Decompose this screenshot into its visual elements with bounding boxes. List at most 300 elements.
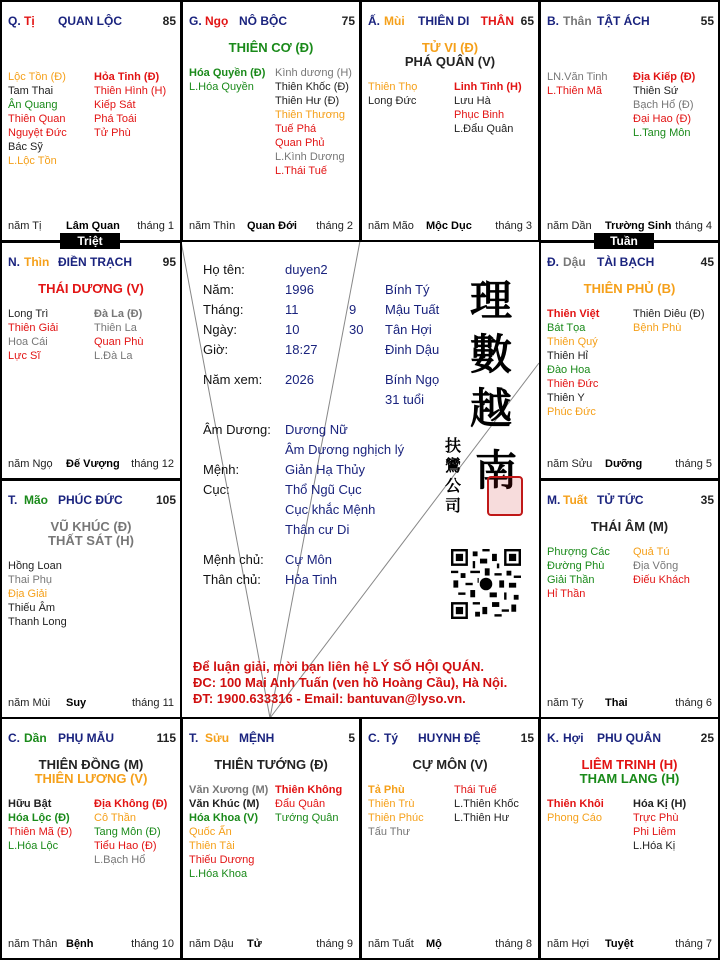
palace-header	[8, 255, 176, 269]
footer-year: năm Ngọ	[8, 458, 53, 470]
palace-name: THIÊN DI	[418, 14, 470, 28]
right-stars	[633, 797, 686, 853]
palace-header	[8, 14, 176, 28]
palace-stem: Q.	[8, 14, 21, 28]
destiny-info	[203, 420, 443, 590]
palace-name: PHỤ MẪU	[58, 731, 114, 745]
main-star: LIÊM TRINH (H)	[581, 757, 678, 772]
star-item: Tả Phù	[368, 784, 405, 796]
star-item: Hóa Quyền (Đ)	[189, 67, 266, 79]
hour-label: Giờ:	[203, 342, 229, 357]
footer-year: năm Dần	[547, 220, 592, 232]
star-item: L.Hóa Lộc	[8, 840, 59, 852]
footer-year: năm Thìn	[189, 220, 236, 232]
footer-stage: Thai	[605, 697, 628, 709]
star-item: Thai Phụ	[8, 574, 53, 586]
yinyang-label: Âm Dương:	[203, 422, 271, 437]
palace-branch: Dần	[24, 731, 47, 745]
palace-header	[8, 493, 176, 507]
star-item: Kiếp Sát	[94, 99, 136, 111]
yinyang-value: Dương Nữ	[285, 422, 348, 437]
star-item: Địa Giải	[8, 588, 48, 600]
star-item: Hữu Bật	[8, 798, 52, 810]
right-stars	[275, 783, 342, 825]
star-item: Thiên Thương	[275, 109, 346, 121]
right-stars	[633, 70, 695, 140]
star-item: Tướng Quân	[275, 812, 339, 824]
star-item: Thái Tuế	[454, 784, 497, 796]
year-value: 1996	[285, 282, 314, 297]
star-item: Thanh Long	[8, 616, 67, 628]
footer-month: tháng 4	[675, 220, 712, 232]
palace-suu	[181, 717, 361, 960]
star-item: L.Bạch Hổ	[94, 854, 146, 866]
star-item: Hóa Kị (H)	[633, 798, 687, 810]
star-item: Phục Binh	[454, 109, 505, 121]
day-lunar: 30	[349, 322, 364, 337]
footer-stage: Bệnh	[66, 938, 94, 950]
star-item: Bạch Hổ (Đ)	[633, 99, 694, 111]
main-star: TỬ VI (Đ)	[421, 40, 479, 55]
destiny-label: Mệnh:	[203, 462, 240, 477]
star-item: Phúc Đức	[547, 406, 596, 418]
palace-name: MỆNH	[239, 731, 275, 745]
palace-hoi	[539, 717, 720, 960]
palace-footer	[547, 938, 712, 952]
star-item: Quan Phù	[94, 336, 144, 348]
calli-char-4: 南	[475, 446, 518, 495]
star-item: Địa Kiếp (Đ)	[633, 71, 696, 83]
star-item: L.Thiên Mã	[547, 85, 603, 97]
main-star: THẤT SÁT (H)	[48, 533, 134, 548]
star-item: Thiên Mã (Đ)	[8, 826, 73, 838]
palace-age-number: 55	[700, 14, 714, 28]
footer-month: tháng 8	[495, 938, 532, 950]
palace-mao	[0, 479, 182, 719]
main-star: THAM LANG (H)	[579, 771, 680, 786]
main-star: THÁI ÂM (M)	[590, 519, 669, 534]
calligraphy-subtitle: 扶 鸞 公 司	[445, 436, 462, 515]
main-star: THÁI DƯƠNG (V)	[38, 281, 144, 296]
star-item: Thiên Thọ	[368, 81, 418, 93]
destiny-lord-label: Mệnh chủ:	[203, 552, 264, 567]
contact-line-2: ĐC: 100 Mai Anh Tuấn (ven hồ Hoàng Cầu), Hà Nội.	[193, 675, 508, 690]
star-item: Hỏa Tinh (Đ)	[94, 71, 160, 83]
star-item: Phượng Các	[547, 546, 610, 558]
palace-age-number: 45	[700, 255, 714, 269]
star-item: L.Thái Tuế	[275, 165, 327, 177]
star-item: Thiếu Dương	[189, 854, 255, 866]
palace-name: HUYNH ĐỆ	[418, 731, 481, 745]
calligraphy-title	[469, 274, 513, 436]
footer-month: tháng 3	[495, 220, 532, 232]
palace-age-number: 15	[520, 731, 534, 745]
footer-year: năm Thân	[8, 938, 58, 950]
palace-stem: C.	[368, 731, 380, 745]
palace-stem: B.	[547, 14, 559, 28]
palace-name: QUAN LỘC	[58, 14, 122, 28]
palace-branch: Dậu	[563, 255, 586, 269]
left-stars	[189, 66, 265, 94]
star-item: Tam Thai	[8, 85, 54, 97]
star-item: Long Đức	[368, 95, 417, 107]
footer-year: năm Mão	[368, 220, 414, 232]
star-item: Kình dương (H)	[275, 67, 352, 79]
star-item: Quan Phủ	[275, 137, 325, 149]
footer-stage: Mộc Dục	[426, 220, 472, 232]
palace-footer	[189, 220, 353, 234]
palace-branch: Thân	[563, 14, 592, 28]
palace-header	[189, 14, 355, 28]
month-lunar: 9	[349, 302, 357, 317]
star-item: Thiên Phúc	[368, 812, 424, 824]
star-item: Hoa Cái	[8, 336, 48, 348]
footer-month: tháng 6	[675, 697, 712, 709]
star-item: Thiên Tài	[189, 840, 235, 852]
day-canchi: Tân Hợi	[385, 322, 432, 337]
palace-ty	[360, 717, 540, 960]
body-lord-label: Thân chủ:	[203, 572, 261, 587]
main-star: THIÊN CƠ (Đ)	[228, 40, 314, 55]
right-stars	[94, 307, 144, 363]
footer-stage: Tử	[247, 938, 262, 950]
main-star: THIÊN TƯỚNG (Đ)	[214, 757, 328, 772]
left-stars	[8, 70, 67, 168]
star-item: Bệnh Phù	[633, 322, 682, 334]
star-item: Địa Không (Đ)	[94, 798, 168, 810]
footer-month: tháng 9	[316, 938, 353, 950]
star-item: Thiếu Âm	[8, 602, 56, 614]
month-solar: 11	[285, 302, 299, 317]
star-item: Tang Môn (Đ)	[94, 826, 161, 838]
star-item: Hồng Loan	[8, 560, 62, 572]
right-stars	[275, 66, 352, 178]
year-label: Năm:	[203, 282, 235, 297]
palace-stem: N.	[8, 255, 20, 269]
left-stars	[8, 559, 67, 629]
star-item: Long Trì	[8, 308, 49, 320]
main-star: THIÊN PHỦ (B)	[583, 281, 676, 296]
star-item: Lưu Hà	[454, 95, 491, 107]
star-item: Đà La (Đ)	[94, 308, 143, 320]
star-item: L.Đẩu Quân	[454, 123, 514, 135]
cuc-value: Thổ Ngũ Cục	[285, 482, 362, 497]
left-stars	[547, 797, 604, 825]
footer-month: tháng 1	[137, 220, 174, 232]
star-item: Tiểu Hao (Đ)	[94, 840, 157, 852]
right-stars	[633, 545, 690, 587]
seal-stamp	[471, 448, 521, 520]
footer-year: năm Hợi	[547, 938, 590, 950]
left-stars	[368, 783, 424, 839]
star-item: Thiên Quý	[547, 336, 598, 348]
palace-name: PHÚC ĐỨC	[58, 493, 123, 507]
left-stars	[8, 307, 58, 363]
destiny-lord-value: Cự Môn	[285, 552, 332, 567]
triet-tag: Triệt	[60, 233, 120, 249]
footer-month: tháng 12	[131, 458, 174, 470]
day-label: Ngày:	[203, 322, 237, 337]
palace-dan	[0, 717, 182, 960]
main-star: THIÊN LƯƠNG (V)	[34, 771, 148, 786]
name-value: duyen2	[285, 262, 328, 277]
star-item: L.Tang Môn	[633, 127, 691, 139]
star-item: Đào Hoa	[547, 364, 591, 376]
tuan-tag: Tuần	[594, 233, 654, 249]
birth-info	[203, 260, 483, 410]
palace-branch: Ngọ	[205, 14, 229, 28]
palace-header	[547, 731, 714, 745]
star-item: Thiên Không	[275, 784, 343, 796]
star-item: Lực Sĩ	[8, 350, 41, 362]
palace-ti	[0, 0, 182, 242]
palace-stem: T.	[189, 731, 199, 745]
footer-stage: Suy	[66, 697, 87, 709]
footer-year: năm Mùi	[8, 697, 51, 709]
star-item: Địa Võng	[633, 560, 679, 572]
palace-name: TẬT ÁCH	[597, 14, 650, 28]
star-item: Phong Cáo	[547, 812, 603, 824]
star-item: Thiên Hư (Đ)	[275, 95, 340, 107]
red-seal	[487, 476, 523, 516]
left-stars	[8, 797, 72, 853]
yinyang-note: Âm Dương nghịch lý	[285, 442, 405, 457]
palace-header	[547, 493, 714, 507]
palace-stem: Ấ.	[368, 14, 380, 28]
star-item: L.Kình Dương	[275, 151, 345, 163]
palace-age-number: 5	[348, 731, 355, 745]
qr-code	[451, 549, 521, 619]
footer-year: năm Sửu	[547, 458, 593, 470]
palace-ngo	[181, 0, 361, 242]
contact-block	[193, 659, 507, 707]
palace-branch: Thìn	[24, 255, 50, 269]
hour-value: 18:27	[285, 342, 318, 357]
star-item: Thiên Hỉ	[547, 350, 588, 362]
star-item: Văn Xương (M)	[189, 784, 269, 796]
calli-char-1: 理	[469, 276, 512, 325]
palace-than	[539, 0, 720, 242]
palace-branch: Hợi	[563, 731, 584, 745]
view-year-label: Năm xem:	[203, 372, 263, 387]
star-item: L.Thiên Hư	[454, 812, 510, 824]
palace-footer	[8, 697, 174, 711]
view-year-canchi: Bính Ngọ	[385, 372, 440, 387]
right-stars	[633, 307, 705, 335]
star-item: Trực Phù	[633, 812, 679, 824]
star-item: L.Hóa Kị	[633, 840, 676, 852]
star-item: Hóa Lộc (Đ)	[8, 812, 70, 824]
palace-name: ĐIỀN TRẠCH	[58, 255, 132, 269]
palace-branch: Sửu	[205, 731, 230, 745]
hour-canchi: Đinh Dậu	[385, 342, 440, 357]
palace-name: NÔ BỘC	[239, 14, 287, 28]
footer-year: năm Tị	[8, 220, 42, 232]
star-item: Thiên Khốc (Đ)	[275, 81, 349, 93]
palace-footer	[8, 938, 174, 952]
palace-header	[547, 255, 714, 269]
palace-footer	[547, 458, 712, 472]
left-stars	[547, 545, 610, 601]
palace-header	[368, 14, 534, 28]
main-star: VŨ KHÚC (Đ)	[50, 519, 132, 534]
palace-footer	[368, 938, 532, 952]
star-item: Tuế Phá	[275, 123, 317, 135]
star-item: Bác Sỹ	[8, 141, 43, 153]
star-item: Bát Tọa	[547, 322, 586, 334]
palace-age-number: 105	[155, 493, 176, 507]
footer-month: tháng 11	[131, 697, 174, 709]
month-label: Tháng:	[203, 302, 244, 317]
palace-stem: Đ.	[547, 255, 559, 269]
star-item: Thiên Việt	[547, 308, 600, 320]
star-item: Thiên Trù	[368, 798, 415, 810]
star-item: Phá Toái	[94, 113, 137, 125]
right-stars	[454, 783, 519, 825]
palace-tuat	[539, 479, 720, 719]
view-year-value: 2026	[285, 372, 314, 387]
palace-footer	[8, 220, 174, 234]
star-item: Văn Khúc (M)	[189, 798, 260, 810]
left-stars	[547, 70, 608, 98]
calli-char-2: 數	[469, 330, 512, 379]
right-stars	[94, 797, 167, 867]
palace-age-number: 95	[162, 255, 176, 269]
star-item: Thiên Hình (H)	[94, 85, 167, 97]
star-item: Thiên Sứ	[633, 85, 679, 97]
star-item: Thiên Đức	[547, 378, 599, 390]
palace-name: TỬ TỨC	[597, 493, 644, 507]
star-item: Ân Quang	[8, 99, 58, 111]
year-canchi: Bính Tý	[385, 282, 430, 297]
star-item: L.Hóa Quyền	[189, 81, 254, 93]
star-item: Thiên Y	[547, 392, 585, 404]
palace-footer	[368, 220, 532, 234]
footer-stage: Tuyệt	[605, 938, 634, 950]
footer-month: tháng 7	[675, 938, 712, 950]
footer-stage: Quan Đới	[247, 220, 297, 232]
star-item: L.Đà La	[94, 350, 133, 362]
palace-mui	[360, 0, 540, 242]
star-item: Lộc Tồn (Đ)	[8, 71, 66, 83]
palace-branch: Tuất	[563, 493, 588, 507]
contact-line-1: Để luận giải, mời bạn liên hệ LÝ SỐ HỘI QUÁN.	[193, 659, 484, 674]
palace-age-number: 65	[520, 14, 534, 28]
star-item: Tấu Thư	[368, 826, 411, 838]
footer-month: tháng 2	[316, 220, 353, 232]
palace-stem: K.	[547, 731, 559, 745]
footer-stage: Đế Vượng	[66, 458, 120, 470]
main-star: PHÁ QUÂN (V)	[404, 54, 496, 69]
footer-year: năm Tuất	[368, 938, 414, 950]
palace-header	[189, 731, 355, 745]
star-item: Hỉ Thần	[547, 588, 586, 600]
cuc-label: Cục:	[203, 482, 230, 497]
palace-header	[368, 731, 534, 745]
main-star: THIÊN ĐỒNG (M)	[38, 757, 144, 772]
palace-footer	[547, 220, 712, 234]
left-stars	[547, 307, 599, 419]
cuc-note: Cục khắc Mệnh	[285, 502, 376, 517]
palace-stem: T.	[8, 493, 18, 507]
star-item: Thiên La	[94, 322, 137, 334]
palace-header	[547, 14, 714, 28]
footer-month: tháng 5	[675, 458, 712, 470]
palace-branch: Tị	[24, 14, 35, 28]
star-item: L.Thiên Khốc	[454, 798, 519, 810]
palace-stem: M.	[547, 493, 561, 507]
star-item: Giải Thần	[547, 574, 595, 586]
star-item: Nguyệt Đức	[8, 127, 67, 139]
star-item: Thiên Quan	[8, 113, 66, 125]
star-item: Đại Hao (Đ)	[633, 113, 692, 125]
palace-footer	[547, 697, 712, 711]
month-canchi: Mậu Tuất	[385, 302, 440, 317]
footer-month: tháng 10	[131, 938, 174, 950]
body-lord-value: Hỏa Tinh	[285, 572, 338, 587]
right-stars	[454, 80, 522, 136]
palace-age-number: 35	[700, 493, 714, 507]
palace-thin	[0, 241, 182, 480]
contact-line-3: ĐT: 1900.633316 - Email: bantuvan@lyso.vn.	[193, 691, 466, 706]
palace-age-number: 85	[162, 14, 176, 28]
star-item: Thiên Diêu (Đ)	[633, 308, 705, 320]
star-item: Điếu Khách	[633, 574, 690, 586]
palace-stem: C.	[8, 731, 20, 745]
star-item: Cô Thần	[94, 812, 136, 824]
center-info-panel	[181, 240, 539, 718]
footer-stage: Mộ	[426, 938, 442, 950]
star-item: Phi Liêm	[633, 826, 676, 838]
star-item: Đẩu Quân	[275, 798, 326, 810]
footer-stage: Dưỡng	[605, 458, 643, 470]
right-stars	[94, 70, 166, 140]
name-label: Họ tên:	[203, 262, 245, 277]
palace-branch: Mùi	[384, 14, 405, 28]
star-item: Quốc Ấn	[189, 826, 232, 838]
day-solar: 10	[285, 322, 300, 337]
palace-age-number: 25	[700, 731, 714, 745]
left-stars	[189, 783, 268, 881]
star-item: L.Lộc Tồn	[8, 155, 57, 167]
palace-name: PHU QUÂN	[597, 731, 662, 745]
calli-char-3: 越	[469, 384, 512, 433]
star-item: Đường Phù	[547, 560, 605, 572]
left-stars	[368, 80, 417, 108]
palace-footer	[189, 938, 353, 952]
star-item: Quả Tú	[633, 546, 670, 558]
main-star: CỰ MÔN (V)	[412, 757, 488, 772]
star-item: Thiên Khôi	[547, 798, 604, 810]
palace-age-number: 75	[341, 14, 355, 28]
palace-age-number: 115	[156, 731, 176, 745]
star-item: Thiên Giải	[8, 322, 59, 334]
palace-name: TÀI BẠCH	[597, 255, 655, 269]
palace-dau	[539, 241, 720, 480]
palace-body-marker: THÂN	[480, 14, 514, 28]
star-item: Tử Phù	[94, 127, 131, 139]
footer-stage: Trường Sinh	[605, 220, 672, 232]
palace-branch: Mão	[24, 493, 48, 507]
palace-footer	[8, 458, 174, 472]
palace-stem: G.	[189, 14, 202, 28]
star-item: Hóa Khoa (V)	[189, 812, 259, 824]
star-item: L.Hóa Khoa	[189, 868, 248, 880]
star-item: LN.Văn Tinh	[547, 71, 608, 83]
palace-header	[8, 731, 176, 745]
palace-branch: Tý	[384, 731, 399, 745]
star-item: Linh Tinh (H)	[454, 81, 522, 93]
